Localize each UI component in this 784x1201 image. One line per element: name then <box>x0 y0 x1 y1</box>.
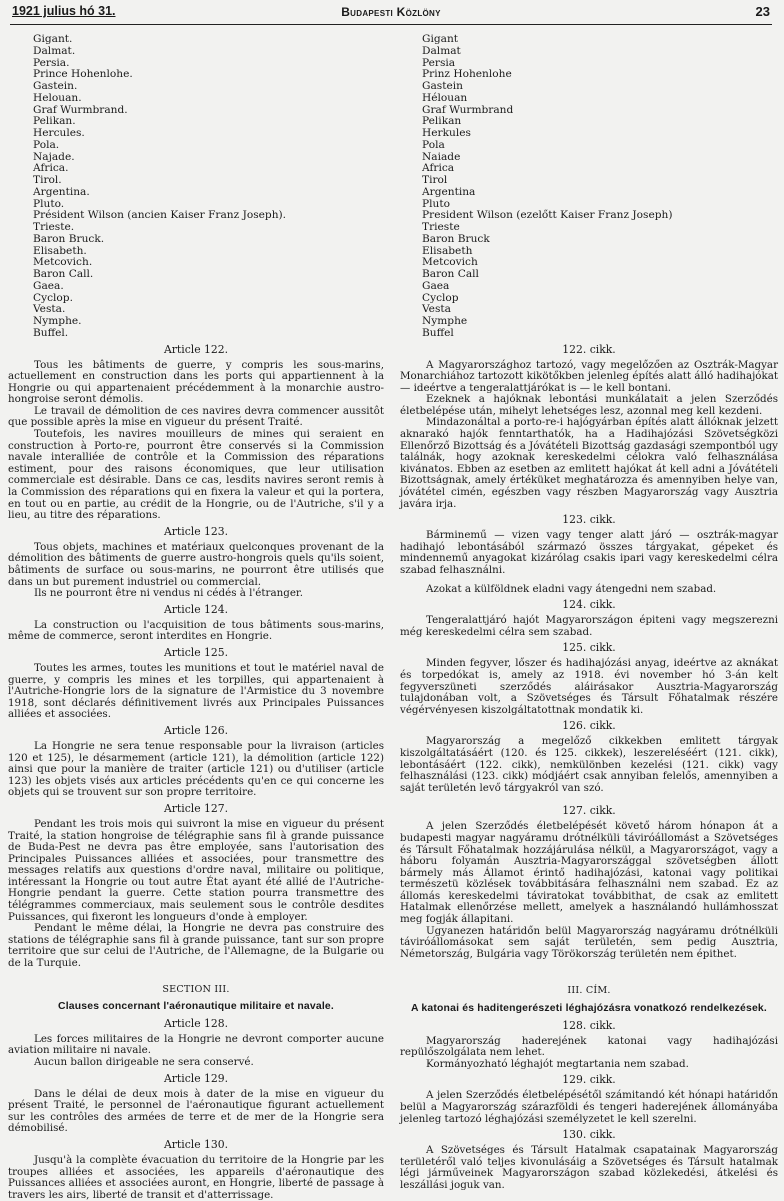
ship-name: Trieste. <box>33 221 75 233</box>
cikk-130-heading: 130. cikk. <box>562 1128 616 1142</box>
cikk-123-p2: Azokat a külföldnek eladni vagy átengedni nem szabad. <box>426 582 717 595</box>
article-128-heading: Article 128. <box>163 1016 229 1030</box>
cikk-126-heading: 126. cikk. <box>562 719 616 733</box>
ship-name: Buffel. <box>33 326 69 339</box>
ship-name: Nymphe. <box>33 315 82 327</box>
article-123-p1: Tous objets, machines et matériaux quelconques provenant de la démolition des bâtiments de guerre austro-hongrois quels qu'ils soient, bâtiments de surface ou sous-marins, ne pourront être utilisés que dans un but purement industriel ou commercial. <box>8 540 384 588</box>
article-122-p3: Toutefois, les navires mouilleurs de mines qui seraient en construction à Porto-re, pourront être conservés si la Commission navale interalliée de contrôle et la Commission des réparations estiment, pour des raisons économiques, que leur utilisation commerciale est désirable. Dans ce cas, lesdits navires seront remis à la Commission des réparations qui en fixera la valeur et qui la portera, en tout ou en partie, au crédit de la Hongrie, ou de l'Autriche, s'il y a lieu, au titre des réparations. <box>8 428 384 522</box>
article-124-heading: Article 124. <box>163 602 229 616</box>
ship-name: Africa. <box>33 162 69 175</box>
ship-name: Tirol <box>422 174 448 186</box>
spacer <box>400 960 778 971</box>
cikk-125-heading: 125. cikk. <box>562 641 616 655</box>
section-title: A katonai és haditengerészeti léghajózásra vonatkozó rendelkezések. <box>410 1003 768 1015</box>
hungarian-column <box>400 34 778 1192</box>
cikk-129-p1: A jelen Szerződés életbelépésétől számitandó két hónapi határidőn belül a Magyarország szárazföldi és tengeri haderejének állományába jelenleg tartozó léghajózási személyzetet le kell szerelni. <box>400 1089 778 1125</box>
article-129-p1: Dans le délai de deux mois à dater de la mise en vigueur du présent Traité, le personnel de l'aéronautique figurant actuellement sur les contrôles des armées de terre et de mer de la Hongrie sera démobilisé. <box>8 1087 384 1135</box>
ship-name: Pelikan <box>422 115 462 128</box>
ship-name: Metcovich. <box>33 256 93 269</box>
ship-name: Dalmat <box>422 44 461 57</box>
ship-name: Prinz Hohenlohe <box>422 68 512 81</box>
cikk-124-p1: Tengeralattjáró hajót Magyarországon épiteni vagy megszerezni még kereskedelmi célra sem szabad. <box>400 614 778 638</box>
ship-name: Gigant. <box>33 33 73 45</box>
page-header <box>10 0 772 24</box>
ship-name: Africa <box>422 162 455 175</box>
article-122-p2: Le travail de démolition de ces navires devra commencer aussitôt que possible après la mise en vigueur du présent Traité. <box>8 404 384 429</box>
ship-name: Pluto. <box>33 197 65 210</box>
ship-name: Dalmat. <box>33 44 76 57</box>
ship-name: Gastein <box>422 80 463 92</box>
cikk-130-p1: A Szövetséges és Társult Hatalmak csapatainak Magyarország területéről való teljes kivonulásáig a Szövetséges és Társult hatalmak légi járműveinek Magyarországon szabad közlekedési, átkelési és leszállási joguk van. <box>400 1144 778 1191</box>
ship-name: Graf Wurmbrand <box>422 103 514 116</box>
ship-name: Pelikan. <box>33 115 76 128</box>
ship-name: Prince Hohenlohe. <box>33 68 133 81</box>
ship-name: Herkules <box>422 127 471 139</box>
ship-name: Tirol. <box>33 174 62 186</box>
cikk-128-p2: Kormányozható léghajót megtartania nem szabad. <box>426 1057 689 1070</box>
ship-name: Nymphe <box>422 315 468 327</box>
article-126-heading: Article 126. <box>163 723 229 737</box>
article-130-heading: Article 130. <box>163 1137 229 1151</box>
cikk-128-p1: Magyarország haderejének katonai vagy hadihajózási repülőszolgálata nem lehet. <box>400 1034 778 1059</box>
ship-name: Argentina <box>422 185 476 198</box>
article-129-heading: Article 129. <box>163 1071 229 1085</box>
ship-name: Gaea. <box>33 279 64 292</box>
hungarian-ship-list <box>422 34 778 340</box>
ship-name: Vesta <box>422 303 451 316</box>
section-number: SECTION III. <box>162 983 230 995</box>
article-124-p1: La construction ou l'acquisition de tous bâtiments sous-marins, même de commerce, seront interdites en Hongrie. <box>8 618 384 643</box>
article-130-p1: Jusqu'à la complète évacuation du territoire de la Hongrie par les troupes alliées et associées, les appareils d'aéronautique des Puissances alliées et associées auront, en Hongrie, liberté de passage à travers les airs, liberté de transit et d'atterrissage. <box>8 1153 384 1201</box>
header-rule <box>10 24 772 25</box>
cikk-122-p3: Mindazonáltal a porto-re-i hajógyárban építés alatt állóknak jelzett aknarakó hajók fenntarthatók, ha a Hadihajózási Szövetségközi Ellenőrző Bizottság és a Jóvátételi Bizottság gazdasági szempontból ugy találnák, hogy azoknak kereskedelmi célokra való felhasználása kivánatos. Ebben az esetben az emlitett hajókat át kell adni a Jóvátételi Bizottságnak, amely értéküket meghatározza és amennyiben helye van, jóvátétel cimén, egészben vagy részben Magyarország vagy Ausztria javára irja. <box>400 416 778 510</box>
ship-name: Gigant <box>422 33 459 45</box>
cikk-129-heading: 129. cikk. <box>562 1073 616 1087</box>
article-127-heading: Article 127. <box>163 801 229 815</box>
article-127-p2: Pendant le même délai, la Hongrie ne devra pas construire des stations de télégraphie sans fil à grande puissance, tant sur son propre territoire que sur celui de l'Autriche, de l'Allemagne, de la Bulgarie ou de la Turquie. <box>8 922 384 970</box>
publication-title: Budapesti Közlöny <box>341 5 441 19</box>
ship-name: Trieste <box>422 221 460 233</box>
ship-name: Persia <box>422 56 456 69</box>
cikk-122-p2: Ezeknek a hajóknak lebontási munkálatait a jelen Szerződés életbelépése után, mihelyt lehetséges lesz, azonnal meg kell kezdeni. <box>400 393 778 417</box>
cikk-122-p1: A Magyarországhoz tartozó, vagy megelőzően az Osztrák-Magyar Monarchiához tartozott kikötőkben jelenleg építés alatt álló hadihajókat — ideértve a tengeralattjárókat is — le kell bontani. <box>400 358 778 394</box>
ship-name: Najade. <box>33 150 75 163</box>
ship-name: Elisabeth. <box>33 244 87 257</box>
ship-name: Helouan. <box>33 91 82 104</box>
cikk-123-p1: Bárminemű — vizen vagy tenger alatt járó — osztrák-magyar hadihajó lebontásából származó összes tárgyakat, gépeket és mindennemű anyagokat kizárólag csakis ipari vagy kereskedelmi célra szabad felhasználni. <box>400 529 778 576</box>
ship-name: President Wilson (ezelőtt Kaiser Franz Joseph) <box>422 209 673 222</box>
ship-name: Gastein. <box>33 80 78 92</box>
cikk-127-heading: 127. cikk. <box>562 804 616 818</box>
ship-name: Graf Wurmbrand. <box>33 103 128 116</box>
ship-name: Elisabeth <box>422 244 473 257</box>
article-127-p1: Pendant les trois mois qui suivront la mise en vigueur du présent Traité, la station hongroise de télégraphie sans fil à grande puissance de Buda-Pest ne devra pas être employée, sans l'autorisation des Principales Puissances alliées et associées, pour transmettre des messages relatifs aux questions d'ordre naval, militaire ou politique, intéressant la Hongrie ou tout autre État ayant été allié de l'Autriche-Hongrie pendant la guerre. Cette station pourra transmettre des télégrammes commerciaux, mais seulement sous le contrôle desdites Puissances, qui fixeront les longueurs d'onde à employer. <box>8 817 384 923</box>
cikk-122-heading: 122. cikk. <box>562 342 616 356</box>
ship-name: Gaea <box>422 279 450 292</box>
ship-name: Baron Call. <box>33 268 94 280</box>
ship-name: Vesta. <box>33 303 66 316</box>
issue-date: 1921 julius hó 31. <box>12 4 116 18</box>
article-128-p2: Aucun ballon dirigeable ne sera conservé. <box>34 1056 254 1068</box>
ship-name: Baron Call <box>422 268 479 280</box>
ship-name: Naiade <box>422 150 461 163</box>
ship-name: Argentina. <box>33 185 90 198</box>
cikk-127-p2: Ugyanezen határidőn belül Magyarország nagyáramu drótnélküli táviróállomásokat sem saját területén, sem pedig Ausztria, Németország, Bulgária vagy Törökország területén nem épithet. <box>400 924 778 960</box>
cikk-123-heading: 123. cikk. <box>562 513 616 527</box>
ship-name: Pluto <box>422 197 450 210</box>
ship-name: Hélouan <box>422 91 468 104</box>
article-122-p1: Tous les bâtiments de guerre, y compris les sous-marins, actuellement en construction dans les ports qui appartiennent à la Hongrie ou qui appartenaient précédemment à la monarchie austro-hongroise seront démolis. <box>8 358 384 406</box>
article-128-p1: Les forces militaires de la Hongrie ne devront comporter aucune aviation militaire ni navale. <box>8 1032 384 1057</box>
article-125-p1: Toutes les armes, toutes les munitions et tout le matériel naval de guerre, y compris les mines et les torpilles, qui appartenaient à l'Autriche-Hongrie lors de la signature de l'Armistice du 3 novembre 1918, sont déclarés définitivement livrés aux Principales Puissances alliées et associées. <box>8 661 384 721</box>
ship-name: Baron Bruck <box>422 232 490 245</box>
section-number: III. CÍM. <box>567 985 611 997</box>
ship-name: Buffel <box>422 326 454 339</box>
cikk-124-heading: 124. cikk. <box>562 598 616 612</box>
cikk-125-p1: Minden fegyver, lőszer és hadihajózási anyag, ideértve az aknákat és torpedókat is, amely az 1918. évi november hó 3-án kelt fegyverszüneti szerződés aláirásakor Ausztria-Magyarország tulajdonában volt, a Szövetséges és Társult Főhatalmak részére végérvényesen kiszolgáltatottnak mondatik ki. <box>400 657 778 716</box>
section-title: Clauses concernant l'aéronautique militaire et navale. <box>57 1001 334 1013</box>
french-ship-list <box>33 34 384 340</box>
ship-name: Metcovich <box>422 256 478 269</box>
ship-name: Cyclop <box>422 291 459 304</box>
article-122-heading: Article 122. <box>163 342 229 356</box>
spacer <box>400 794 778 801</box>
article-125-heading: Article 125. <box>163 645 229 659</box>
cikk-126-p1: Magyarország a megelőző cikkekben emlitett tárgyak kiszolgáltatásáért (120. és 125. cikkek), leszereléséért (121. cikk), lebontásáért (122. cikk), nemkülönben kezelési (121. cikk) vagy felhasználási (123. cikk) módjáért csak annyiban felelős, amennyiben a saját területén levő tárgyakról van szó. <box>400 735 778 794</box>
ship-name: Baron Bruck. <box>33 232 105 245</box>
ship-name: Pola. <box>33 138 60 151</box>
article-123-heading: Article 123. <box>163 524 229 538</box>
ship-name: Persia. <box>33 56 70 69</box>
article-126-p1: La Hongrie ne sera tenue responsable pour la livraison (articles 120 et 125), le désarmement (article 121), la démolition (article 122) ainsi que pour la manière de traiter (article 121) ou d'utiliser (article 123) les objets visés aux articles précédents qu'en ce qui concerne les objets qui se trouvent sur son propre territoire. <box>8 739 384 799</box>
ship-name: Président Wilson (ancien Kaiser Franz Joseph). <box>33 209 287 222</box>
page-number: 23 <box>755 4 770 19</box>
ship-name: Cyclop. <box>33 291 73 304</box>
cikk-127-p1: A jelen Szerződés életbelépését követő három hónapon át a budapesti magyar nagyáramu drótnélküli táviróállomást a Szövetséges és Társult Főhatalmak hozzájárulása nélkül, a Magyarországot, vagy a háboru folyamán Ausztria-Magyarországgal szövetségben állott bármely más Államot érintő hadihajózási, katonai vagy politikai természetü közlések továbbitására felhasználni nem szabad. Ez az állomás kereskedelmi táviratokat továbbithat, de csak az emlitett Hatalmak ellenőrzése mellett, amelyek a használandó hullámhosszat meg fogják állapitani. <box>400 820 778 926</box>
cikk-128-heading: 128. cikk. <box>562 1018 616 1032</box>
ship-name: Pola <box>422 138 445 151</box>
french-column <box>8 34 384 1201</box>
ship-name: Hercules. <box>33 127 85 139</box>
article-123-p2: Ils ne pourront être ni vendus ni cédés à l'étranger. <box>34 587 303 600</box>
